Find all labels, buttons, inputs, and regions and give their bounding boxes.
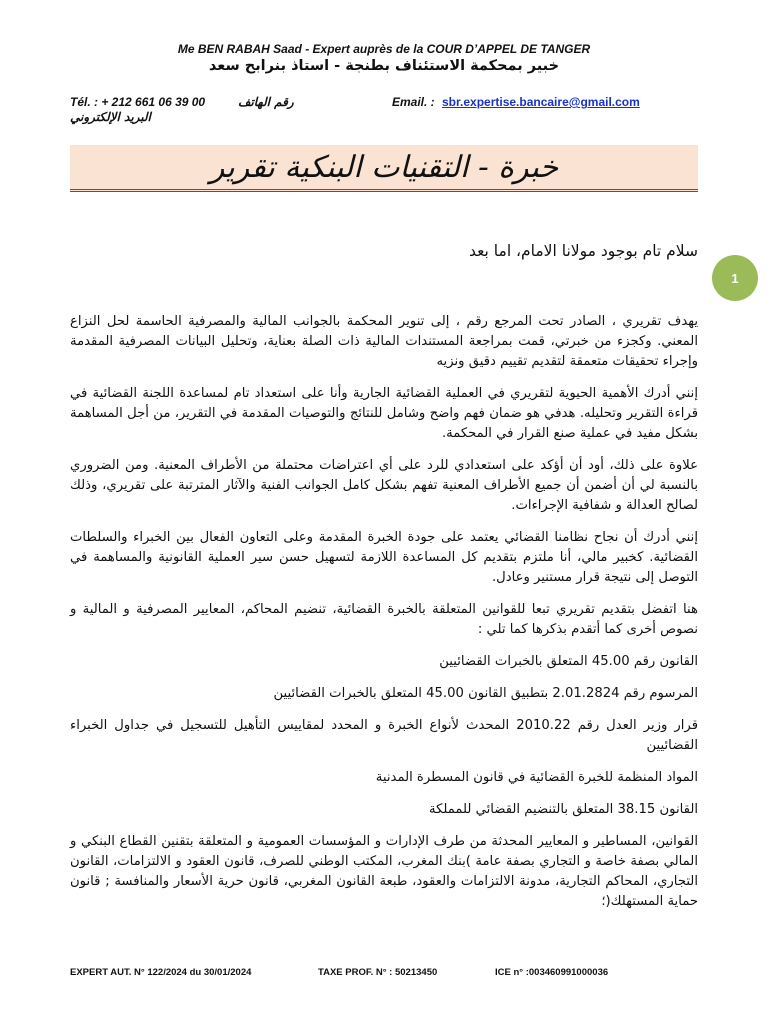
paragraph-cooperation: إنني أدرك أن نجاح نظامنا القضائي يعتمد على جودة الخبرة المقدمة وعلى التعاون الفعال بين الخبراء والسلطات القضائية. كخبير مالي، أنا ملتزم بتقديم كل المساعدة اللازمة لتسهيل حسن سير العملية القانونية والمساهمة في التوصل إلى نتيجة قرار مستنير وعادل.	[70, 530, 698, 585]
law-item: قرار وزير العدل رقم 2010.22 المحدث لأنواع الخبرة و المحدد لمقاييس التأهيل للتسجيل في جداول الخبراء القضائيين	[70, 718, 698, 753]
footer-expert-authorization: EXPERT AUT. N° 122/2024 du 30/01/2024	[70, 967, 252, 978]
header-arabic-line: خبير بمحكمة الاستئناف بطنجة - استاذ بنرابح سعد	[208, 58, 560, 74]
law-item: المرسوم رقم 2.01.2824 بتطبيق القانون 45.00 المتعلق بالخبرات القضائيين	[273, 686, 698, 701]
paragraph-importance: إنني أدرك الأهمية الحيوية لتقريري في العملية القضائية الجارية وأنا على استعداد تام لمساعدة اللجنة القضائية في قراءة التقرير وتحليله. هدفي هو ضمان فهم واضح وشامل للنتائج والتوصيات المقدمة في التقرير، من أجل المساهمة بشكل مفيد في عملية صنع القرار في المحكمة.	[70, 386, 698, 441]
paragraph-objections: علاوة على ذلك، أود أن أؤكد على استعدادي للرد على أي اعتراضات محتملة من الأطراف المعنية. ومن الضروري بالنسبة لي أن أضمن أن جميع الأطراف المعنية تفهم بشكل كامل الجوانب الفنية والآثار المترتبة على تقريري، وذلك لصالح العدالة و شفافية الإجراءات.	[70, 458, 698, 513]
document-title: خبرة - التقنيات البنكية تقرير	[70, 145, 698, 192]
law-item: القانون رقم 45.00 المتعلق بالخبرات القضائيين	[439, 654, 698, 669]
law-item: القانون 38.15 المتعلق بالتنضيم القضائي للمملكة	[429, 802, 698, 817]
footer-ice-number: ICE n° :003460991000036	[495, 967, 609, 978]
contact-block	[70, 95, 670, 135]
header-french-line: Me BEN RABAH Saad - Expert auprès de la COUR D’APPEL DE TANGER	[177, 42, 591, 56]
greeting-line: سلام تام بوجود مولانا الامام، اما بعد	[468, 242, 698, 260]
email-link[interactable]: sbr.expertise.bancaire@gmail.com	[442, 95, 640, 109]
page-number-badge: 1	[712, 255, 758, 301]
law-item: القوانين، المساطير و المعايير المحدثة من طرف الإدارات و المؤسسات العمومية و المتعلقة بتقنين القطاع البنكي و المالي بصفة خاصة و التجاري بصفة عامة )بنك المغرب، المكتب الوطني للصرف، قانون العقود و الالتزامات، القانون التجاري، المحاكم التجارية، مدونة الالتزامات والعقود، طبعة القانون المغربي، قانون حرية الأسعار والمنافسة ; قانون حماية المستهلك(؛	[70, 834, 698, 909]
report-body	[70, 312, 698, 924]
telephone-number: Tél. : + 212 661 06 39 00	[70, 95, 206, 109]
footer-tax-number: TAXE PROF. N° : 50213450	[318, 967, 438, 978]
email-label: Email. :	[392, 95, 435, 109]
telephone-label-arabic: رقم الهاتف	[238, 95, 294, 109]
law-item: المواد المنظمة للخبرة القضائية في قانون المسطرة المدنية	[375, 770, 698, 785]
paragraph-purpose: يهدف تقريري ، الصادر تحت المرجع رقم ، إلى تنوير المحكمة بالجوانب المالية والمصرفية الحاسمة لحل النزاع المعني. وكجزء من خبرتي، قمت بمراجعة المستندات المالية ذات الصلة بعناية، وتحليل البيانات المصرفية المقدمة وإجراء تحقيقات متعمقة لتقديم تقييم دقيق ونزيه	[70, 314, 698, 369]
email-label-arabic: البريد الإلكتروني	[70, 110, 151, 124]
paragraph-legal-intro: هنا اتفضل بتقديم تقريري تبعا للقوانين المتعلقة بالخبرة القضائية، تنضيم المحاكم، المعايير المصرفية و المالية و نصوص أخرى كما أتقدم بذكرها كما تلي :	[70, 602, 698, 637]
